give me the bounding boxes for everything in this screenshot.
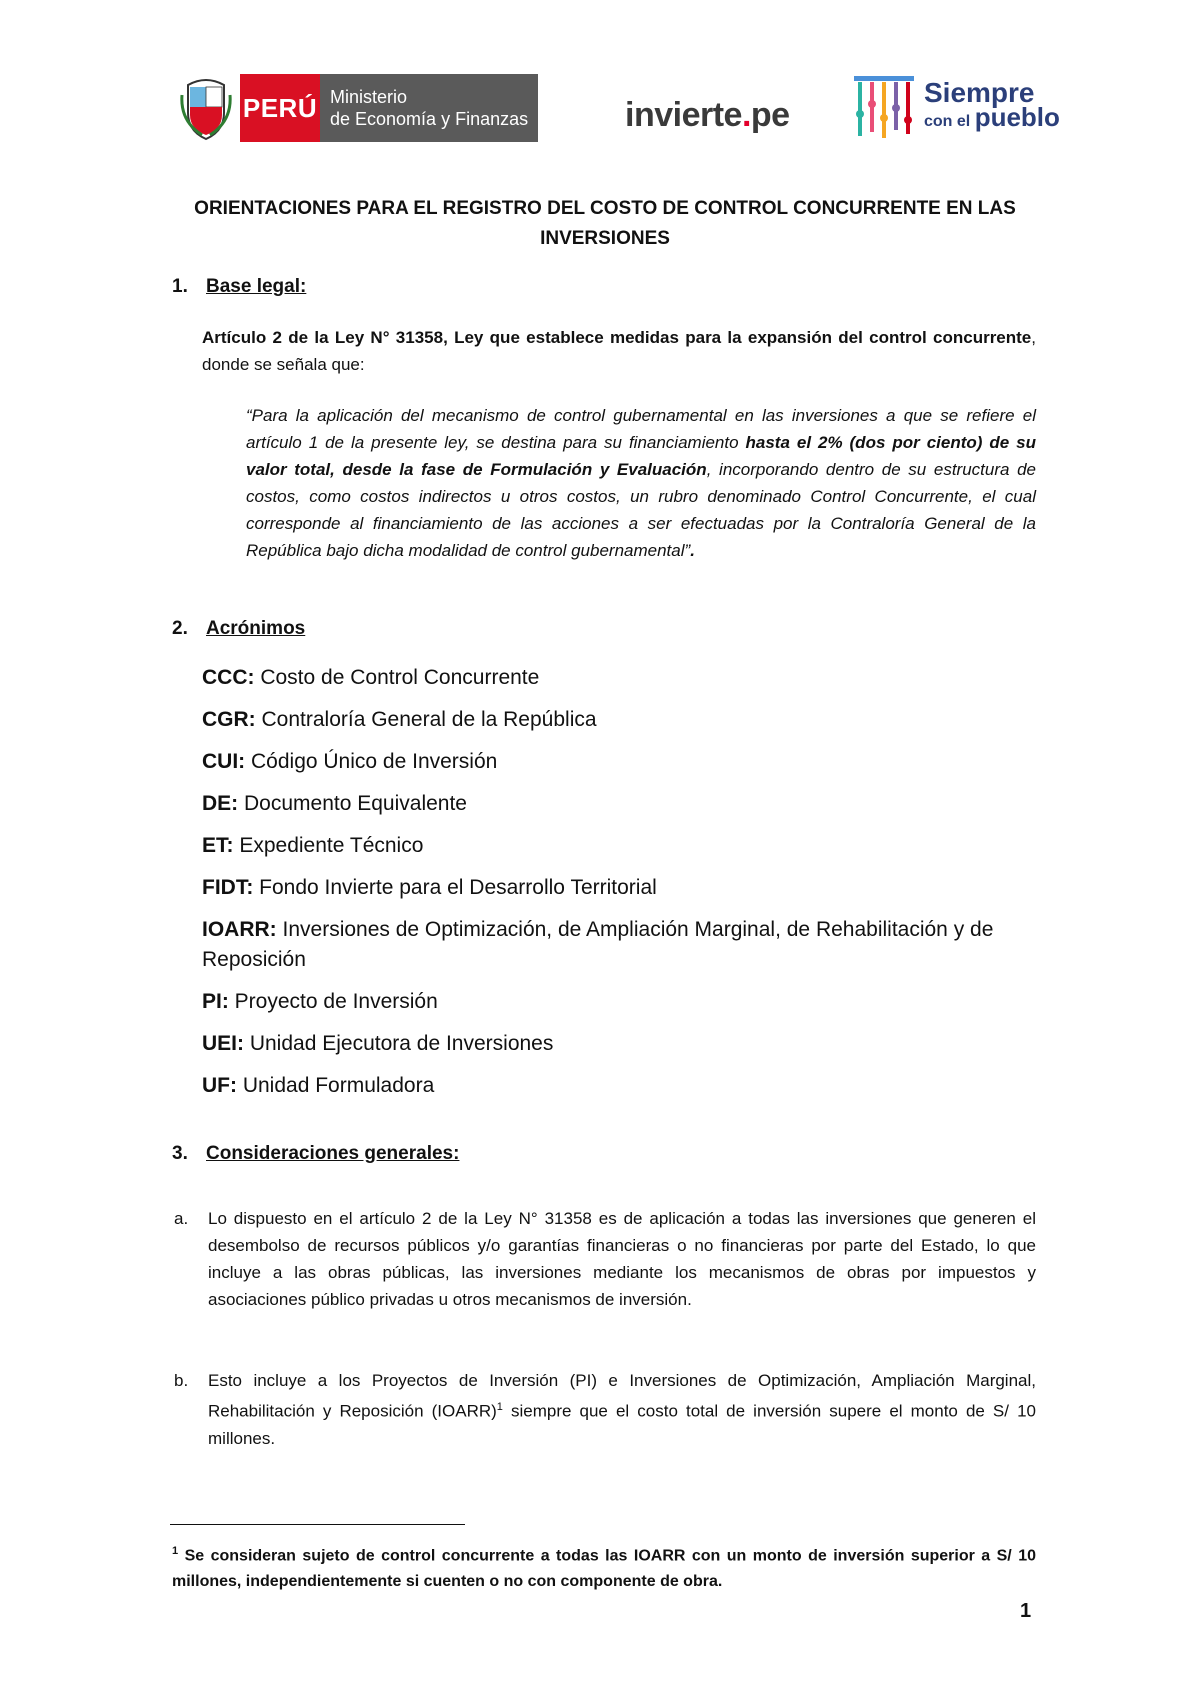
document-title: ORIENTACIONES PARA EL REGISTRO DEL COSTO DE CONTROL CONCURRENTE EN LAS INVERSIONES (194, 198, 1016, 249)
law-reference: Artículo 2 de la Ley N° 31358, Ley que establece medidas para la expansión del control concurrente (202, 328, 1032, 347)
law-quote (246, 402, 1036, 564)
invierte-logo-part-2: pe (750, 96, 790, 134)
quote-part-2: , incorporando dentro de su estructura de costos, como costos indirectos u otros costos, un rubro denominado Control Concurrente, el cual corresponde al financiamiento de las acciones a ser efectuadas por la Contraloría General de la República bajo dicha modalidad de control gubernamental” (246, 460, 1036, 560)
peru-label: PERÚ (240, 74, 320, 142)
intro-rest: , donde se señala que: (202, 328, 1036, 374)
section-number: 2. (172, 618, 188, 639)
page-number: 1 (1020, 1600, 1032, 1622)
section-1-heading (172, 276, 306, 298)
acronym-item: UF: Unidad Formuladora (202, 1074, 435, 1097)
section-label: Base legal: (206, 276, 307, 297)
list-marker: a. (174, 1209, 189, 1228)
footnote-text: Se consideran sujeto de control concurrente a todas las IOARR con un monto de inversión superior a S/ 10 millones, independientemente si cuenten o no con componente de obra. (172, 1547, 1036, 1591)
acronym-item: ET: Expediente Técnico (202, 834, 424, 857)
acronym-item: UEI: Unidad Ejecutora de Inversiones (202, 1032, 554, 1055)
footnote-reference: 1 (496, 1401, 503, 1413)
footnote-divider (170, 1524, 465, 1525)
quote-end: . (690, 541, 695, 560)
siempre-line-2b: pueblo (974, 101, 1060, 132)
list-marker: b. (174, 1371, 189, 1390)
section-number: 3. (172, 1143, 188, 1164)
footnote-mark: 1 (172, 1545, 179, 1557)
acronym-item: PI: Proyecto de Inversión (202, 990, 438, 1013)
quote-part-1: “Para la aplicación del mecanismo de control gubernamental en las inversiones a que se refiere el artículo 1 de la presente ley, se destina para su financiamiento (246, 406, 1036, 452)
list-text: Esto incluye a los Proyectos de Inversión (PI) e Inversiones de Optimización, Ampliación Marginal, Rehabilitación y Reposición (IOARR)$^1$ siempre que el costo total de inversión supere el monto de S/ 10 millones. (208, 1371, 1036, 1448)
mef-logo (180, 74, 538, 142)
list-item-a (174, 1205, 1036, 1313)
section-number: 1. (172, 276, 188, 297)
acronym-item: IOARR: Inversiones de Optimización, de Ampliación Marginal, de Rehabilitación y de Reposición (202, 918, 994, 971)
section-label: Consideraciones generales: (206, 1143, 460, 1164)
siempre-line-1: Siempre (924, 76, 1035, 108)
siempre-con-el-pueblo-logo (852, 74, 1060, 140)
acronym-item: CUI: Código Único de Inversión (202, 750, 498, 773)
list-text: Lo dispuesto en el artículo 2 de la Ley N° 31358 es de aplicación a todas las inversiones que generen el desembolso de recursos públicos y/o garantías financieras o no financieras por parte del Estado, lo que incluye a las obras públicas, las inversiones mediante los mecanismos de obras por impuestos y asociaciones público privadas u otros mecanismos de inversión. (208, 1209, 1036, 1309)
section-3-heading (172, 1143, 459, 1165)
ministry-line-2: de Economía y Finanzas (330, 109, 529, 129)
invierte-logo-part-1: invierte (625, 96, 742, 134)
colored-bars-icon (852, 74, 916, 140)
acronym-item: FIDT: Fondo Invierte para el Desarrollo Territorial (202, 876, 657, 899)
section-2-heading (172, 618, 305, 640)
list-item-b (174, 1367, 1036, 1452)
siempre-line-2a: con el (924, 112, 971, 130)
footnote (172, 1538, 1036, 1595)
section-label: Acrónimos (206, 618, 306, 639)
siempre-line-2 (924, 101, 1060, 134)
acronym-item: CGR: Contraloría General de la República (202, 708, 597, 731)
acronym-item: CCC: Costo de Control Concurrente (202, 666, 540, 689)
siempre-text (924, 76, 1060, 134)
quote-bold: hasta el 2% (dos por ciento) de su valor total, desde la fase de Formulación y Evaluación (246, 433, 1036, 479)
acronym-item: DE: Documento Equivalente (202, 792, 467, 815)
ministry-name (320, 74, 538, 142)
peru-coat-of-arms-icon (180, 75, 232, 141)
legal-basis-intro (202, 324, 1036, 378)
invierte-logo-dot: . (741, 96, 751, 134)
invierte-pe-logo (625, 96, 790, 135)
ministry-line-1: Ministerio (330, 87, 408, 107)
